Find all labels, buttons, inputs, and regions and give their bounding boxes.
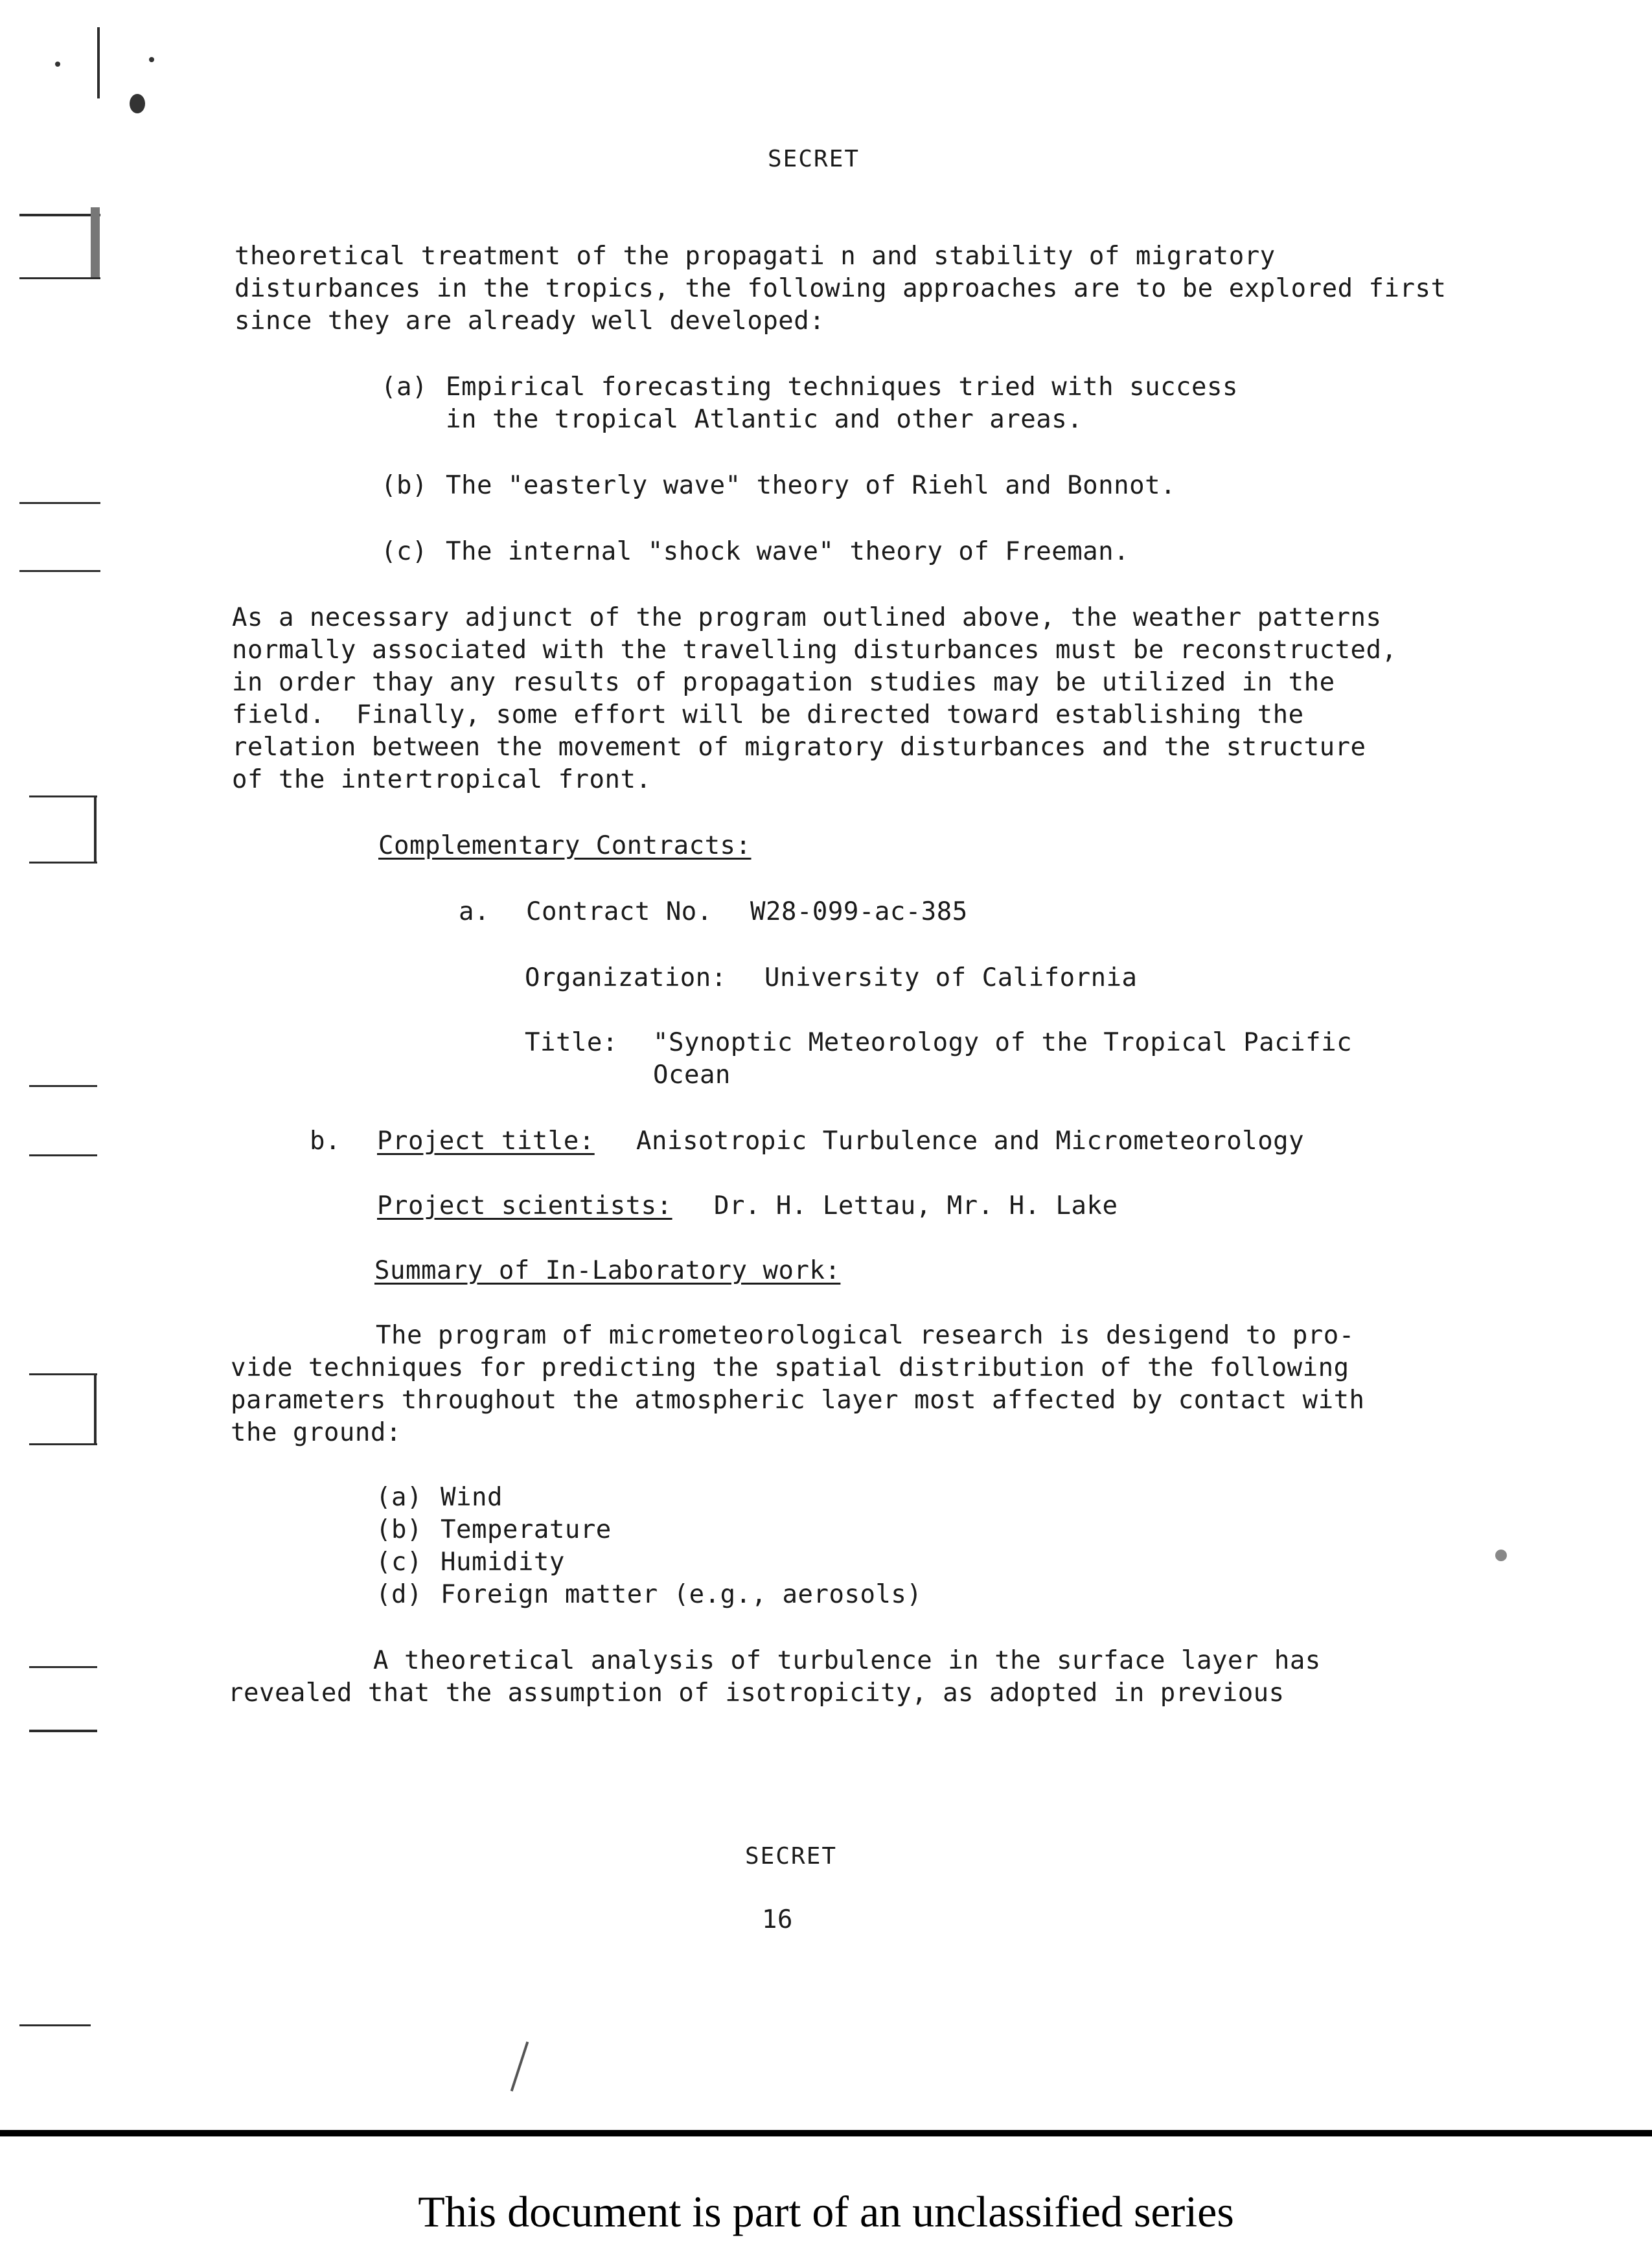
contract-title-value: "Synoptic Meteorology of the Tropical Pacific <box>653 1028 1353 1057</box>
binder-mark <box>94 1373 97 1445</box>
parameter-text: Foreign matter (e.g., aerosols) <box>441 1580 923 1609</box>
approach-marker: (a) <box>381 372 428 402</box>
intro-line: disturbances in the tropics, the following approaches are to be explored first <box>235 274 1447 303</box>
binder-mark <box>29 1443 97 1445</box>
parameter-text: Temperature <box>441 1515 612 1544</box>
binder-mark <box>19 214 100 216</box>
organization-label: Organization: <box>525 963 727 992</box>
project-title-label: Project title: <box>377 1127 595 1156</box>
project-title-value: Anisotropic Turbulence and Micrometeorology <box>636 1127 1305 1156</box>
intro-line: since they are already well developed: <box>235 306 825 336</box>
complementary-heading: Complementary Contracts: <box>378 831 751 860</box>
adjunct-line: relation between the movement of migratory disturbances and the structure <box>232 733 1366 762</box>
unclassified-banner: This document is part of an unclassified series <box>418 2187 1234 2236</box>
binder-mark <box>29 795 97 797</box>
intro-line: theoretical treatment of the propagati n and stability of migratory <box>235 242 1276 271</box>
parameter-text: Humidity <box>441 1548 565 1577</box>
binder-mark <box>29 862 97 864</box>
analysis-line: revealed that the assumption of isotropicity, as adopted in previous <box>228 1678 1285 1708</box>
ink-speck <box>149 57 154 62</box>
binder-mark <box>29 1730 97 1732</box>
contract-item-marker: a. <box>459 897 490 926</box>
binder-mark <box>19 2024 91 2026</box>
page-footer-classification: SECRET <box>745 1843 838 1870</box>
adjunct-line: of the intertropical front. <box>232 765 652 794</box>
binder-mark <box>19 502 100 504</box>
binder-mark <box>29 1154 97 1156</box>
binder-mark <box>97 27 100 98</box>
parameter-marker: (c) <box>376 1548 422 1577</box>
banner-rule <box>0 2130 1652 2136</box>
page-number: 16 <box>762 1905 793 1934</box>
parameter-text: Wind <box>441 1483 503 1512</box>
approach-text: Empirical forecasting techniques tried with success <box>446 372 1238 402</box>
ink-speck <box>130 94 145 113</box>
ink-speck <box>55 62 60 67</box>
summary-heading: Summary of In-Laboratory work: <box>374 1256 841 1285</box>
program-line: vide techniques for predicting the spatial distribution of the following <box>231 1353 1349 1382</box>
project-marker: b. <box>310 1127 341 1156</box>
binder-mark <box>19 570 100 572</box>
adjunct-line: As a necessary adjunct of the program outlined above, the weather patterns <box>232 603 1382 632</box>
analysis-line: A theoretical analysis of turbulence in the surface layer has <box>373 1646 1321 1675</box>
parameter-marker: (b) <box>376 1515 422 1544</box>
binder-mark <box>29 1373 97 1375</box>
organization-value: University of California <box>764 963 1138 992</box>
parameter-marker: (d) <box>376 1580 422 1609</box>
project-scientists-value: Dr. H. Lettau, Mr. H. Lake <box>714 1191 1118 1220</box>
parameter-marker: (a) <box>376 1483 422 1512</box>
adjunct-line: field. Finally, some effort will be directed toward establishing the <box>232 700 1304 729</box>
approach-marker: (b) <box>381 471 428 500</box>
approach-text: The internal "shock wave" theory of Freeman. <box>446 537 1130 566</box>
ink-speck <box>1495 1550 1507 1561</box>
contract-value: W28-099-ac-385 <box>750 897 968 926</box>
pencil-stroke <box>511 2041 529 2091</box>
contract-label: Contract No. <box>526 897 713 926</box>
approach-text: in the tropical Atlantic and other areas. <box>446 405 1083 434</box>
binder-mark <box>29 1666 97 1668</box>
program-line: The program of micrometeorological research is desigend to pro- <box>376 1321 1355 1350</box>
page-header-classification: SECRET <box>768 146 860 172</box>
binder-mark <box>29 1085 97 1087</box>
project-scientists-label: Project scientists: <box>377 1191 672 1220</box>
program-line: the ground: <box>231 1418 402 1447</box>
approach-text: The "easterly wave" theory of Riehl and Bonnot. <box>446 471 1176 500</box>
program-line: parameters throughout the atmospheric layer most affected by contact with <box>231 1386 1365 1415</box>
binder-mark <box>19 277 100 279</box>
adjunct-line: in order thay any results of propagation studies may be utilized in the <box>232 668 1335 697</box>
contract-title-label: Title: <box>525 1028 618 1057</box>
binder-mark <box>91 207 100 279</box>
adjunct-line: normally associated with the travelling disturbances must be reconstructed, <box>232 635 1397 665</box>
contract-title-value: Ocean <box>653 1060 731 1090</box>
binder-mark <box>94 795 97 864</box>
approach-marker: (c) <box>381 537 428 566</box>
